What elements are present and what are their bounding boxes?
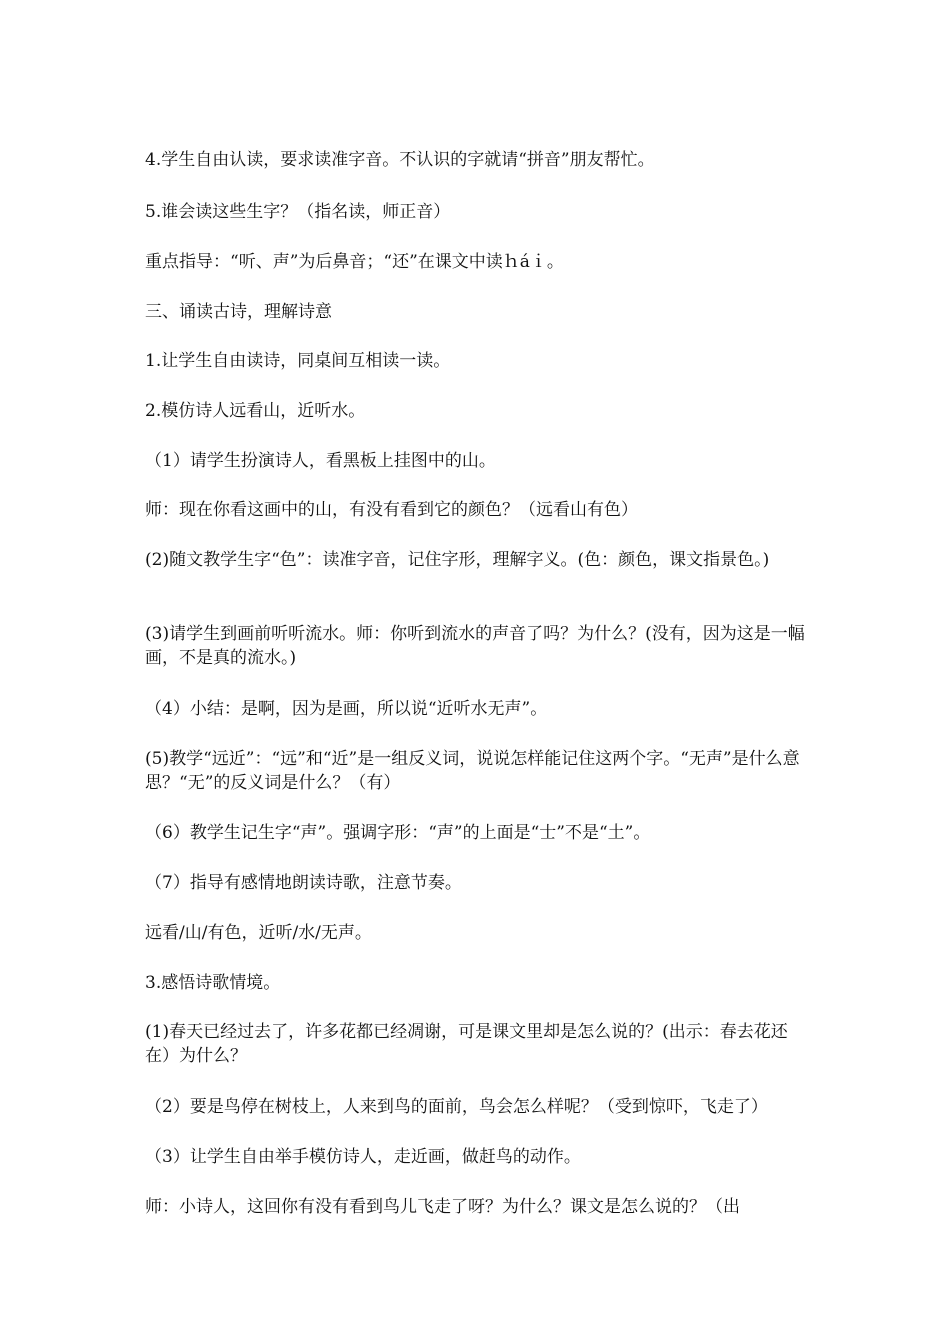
paragraph: 4.学生自由认读，要求读准字音。不认识的字就请“拼音”朋友帮忙。 xyxy=(145,150,655,170)
paragraph: 2.模仿诗人远看山，近听水。 xyxy=(145,401,366,421)
paragraph: （2）要是鸟停在树枝上，人来到鸟的面前，鸟会怎么样呢？（受到惊吓，飞走了） xyxy=(145,1097,768,1117)
paragraph: (2)随文教学生字“色”：读准字音，记住字形，理解字义。(色：颜色，课文指景色。) xyxy=(145,550,770,570)
paragraph: （4）小结：是啊，因为是画，所以说“近听水无声”。 xyxy=(145,699,548,719)
paragraph: (1)春天已经过去了，许多花都已经凋谢，可是课文里却是怎么说的？(出示：春去花还在）为什么？ xyxy=(145,1022,788,1066)
paragraph: （6）教学生记生字“声”。强调字形：“声”的上面是“士”不是“土”。 xyxy=(145,823,651,843)
paragraph: 远看/山/有色，近听/水/无声。 xyxy=(145,923,372,943)
paragraph: 1.让学生自由读诗，同桌间互相读一读。 xyxy=(145,351,451,371)
paragraph: （7）指导有感情地朗读诗歌，注意节奏。 xyxy=(145,873,462,893)
paragraph: （3）让学生自由举手模仿诗人，走近画，做赶鸟的动作。 xyxy=(145,1147,581,1167)
paragraph: 师：小诗人，这回你有没有看到鸟儿飞走了呀？为什么？课文是怎么说的？（出 xyxy=(145,1197,740,1217)
paragraph: 师：现在你看这画中的山，有没有看到它的颜色？（远看山有色） xyxy=(145,500,638,520)
paragraph: 重点指导：“听、声”为后鼻音；“还”在课文中读ｈáｉ。 xyxy=(145,252,564,272)
paragraph: 3.感悟诗歌情境。 xyxy=(145,973,281,993)
paragraph: (5)教学“远近”：“远”和“近”是一组反义词，说说怎样能记住这两个字。“无声”是什么意思？“无”的反义词是什么？（有） xyxy=(145,749,800,793)
paragraph: (3)请学生到画前听听流水。师：你听到流水的声音了吗？为什么？(没有，因为这是一幅画，不是真的流水。) xyxy=(145,624,805,668)
section-heading: 三、诵读古诗，理解诗意 xyxy=(145,302,332,322)
paragraph: 5.谁会读这些生字？（指名读，师正音） xyxy=(145,202,451,222)
paragraph: （1）请学生扮演诗人，看黑板上挂图中的山。 xyxy=(145,451,496,471)
